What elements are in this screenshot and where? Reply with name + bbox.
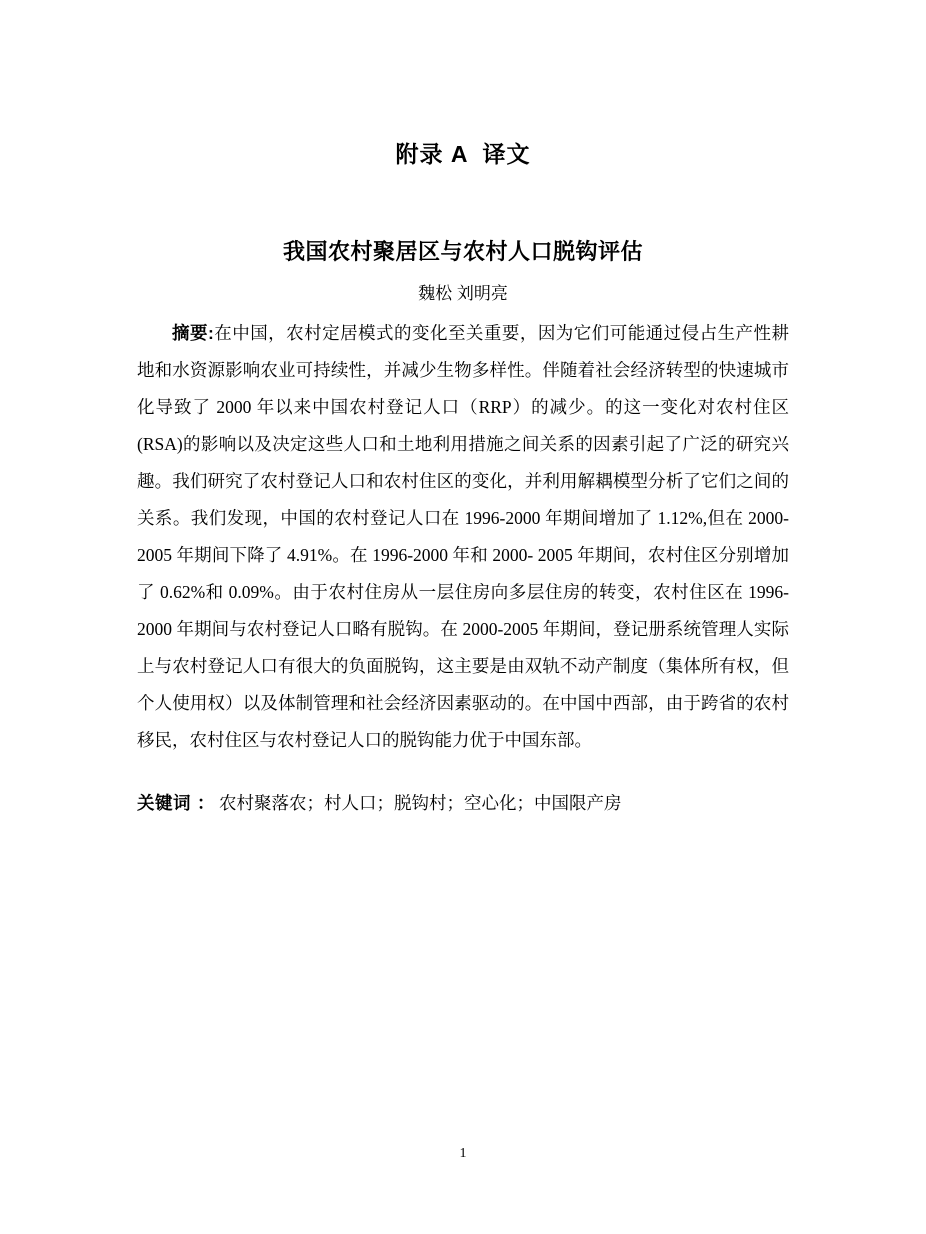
keywords-label: 关键词 [137,793,191,813]
authors-line: 魏松 刘明亮 [418,284,508,303]
appendix-heading: 附录 A 译文 [395,141,531,167]
keywords-separator: ： [197,793,215,813]
abstract-text: 在中国，农村定居模式的变化至关重要，因为它们可能通过侵占生产性耕地和水资源影响农业可持续性，并减少生物多样性。伴随着社会经济转型的快速城市化导致了 2000 年以来中国农村登记人口（RRP）的减少。的这一变化对农村住区(RSA)的影响以及决定这些人口和土地利用措施之间关系的因素引起了广泛的研究兴趣。我们研究了农村登记人口和农村住区的变化，并利用解耦模型分析了它们之间的关系。我们发现，中国的农村登记人口在 1996-2000 年期间增加了 1.12%,但在 2000-2005 年期间下降了 4.91%。在 1996-2000 年和 2000- 2005 年期间，农村住区分别增加了 0.62%和 0.09%。由于农村住房从一层住房向多层住房的转变，农村住区在 1996- 2000 年期间与农村登记人口略有脱钩。在 2000-2005 年期间，登记册系统管理人实际上与农村登记人口有很大的负面脱钩，这主要是由双轨不动产制度（集体所有权，但个人使用权）以及体制管理和社会经济因素驱动的。在中国中西部，由于跨省的农村移民，农村住区与农村登记人口的脱钩能力优于中国东部。 [137,323,789,750]
keywords-text: 农村聚落农；村人口；脱钩村；空心化；中国限产房 [219,793,622,813]
abstract-label: 摘要: [172,323,214,343]
page-number: 1 [459,1146,467,1161]
page-footer [0,1146,926,1162]
abstract-paragraph [137,315,789,759]
keywords-line [137,785,789,822]
paper-title: 我国农村聚居区与农村人口脱钩评估 [282,239,643,264]
